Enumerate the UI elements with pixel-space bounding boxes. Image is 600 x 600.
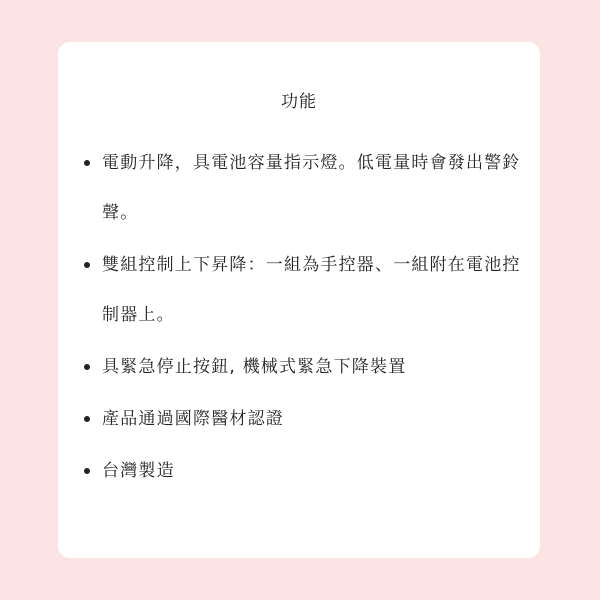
feature-item-made-in-taiwan [82, 446, 522, 496]
feature-text: 台灣製造 [102, 461, 175, 481]
feature-text: 雙組控制上下昇降：一組為手控器、一組附在電池控制器上。 [102, 255, 521, 325]
bullet-icon [84, 160, 90, 166]
feature-item-battery [82, 138, 522, 238]
feature-text: 產品通過國際醫材認證 [102, 409, 284, 429]
bullet-icon [84, 364, 90, 370]
feature-text: 具緊急停止按鈕, 機械式緊急下降裝置 [102, 357, 407, 377]
feature-list [82, 138, 522, 498]
feature-item-certification [82, 394, 522, 444]
feature-item-emergency-stop [82, 342, 522, 392]
feature-text: 電動升降，具電池容量指示燈。低電量時會發出警鈴聲。 [102, 153, 521, 223]
feature-card [58, 42, 540, 558]
bullet-icon [84, 416, 90, 422]
section-title: 功能 [281, 92, 317, 112]
feature-item-dual-control [82, 240, 522, 340]
bullet-icon [84, 468, 90, 474]
bullet-icon [84, 262, 90, 268]
